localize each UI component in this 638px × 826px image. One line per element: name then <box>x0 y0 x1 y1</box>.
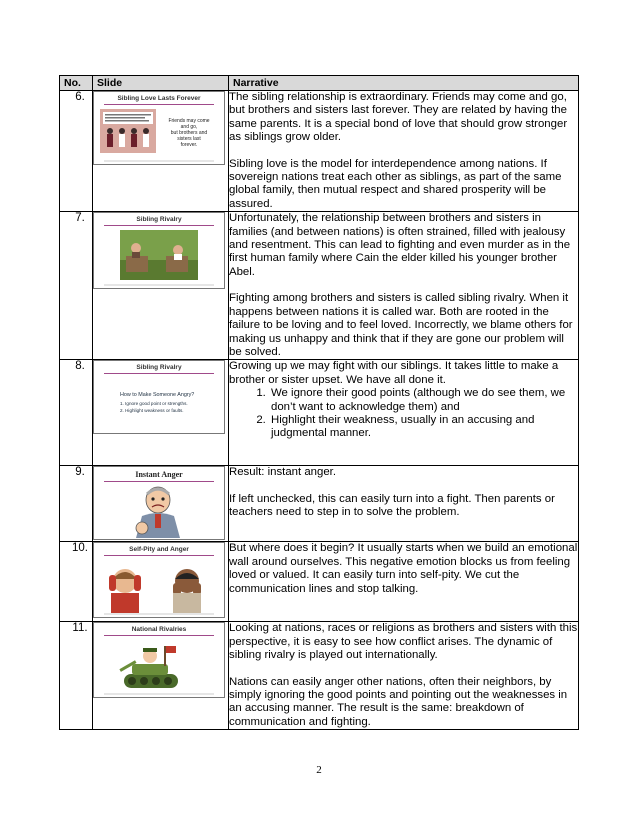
narrative-paragraph: Result: instant anger. <box>229 466 337 479</box>
narrative-paragraph: Growing up we may fight with our siblings. It takes little to make a brother or sister upset. We have all done it. <box>229 360 559 386</box>
table-header-row <box>60 76 579 91</box>
row-number: 8. <box>75 360 85 373</box>
slide-title: Sibling Rivalry <box>136 364 182 372</box>
narrative-paragraph: But where does it begin? It usually starts when we build an emotional wall around ourselves. This negative emotion blocks us from feeling loved or valued. It can easily turn into self-pity. We cut the communication lines and stop talking. <box>229 542 578 595</box>
tank-cartoon-icon <box>116 638 186 694</box>
row-number: 9. <box>75 466 85 479</box>
slide-title: Sibling Love Lasts Forever <box>117 95 201 102</box>
table-row <box>60 212 579 360</box>
narrative-list <box>229 387 578 441</box>
angry-man-pointing-icon <box>128 482 188 538</box>
table-row <box>60 91 579 212</box>
narrative-paragraph: The sibling relationship is extraordinary. Friends may come and go, but brothers and sisters last forever. They are related by having the same parents. It is a special bond of love that should grow stronger as siblings grow older. <box>229 91 568 144</box>
header-slide: Slide <box>93 76 229 91</box>
header-narrative: Narrative <box>229 76 579 91</box>
narrative-paragraph: Fighting among brothers and sisters is called sibling rivalry. When it happens between nations it is called war. Both are rooted in the failure to be loving and to feel loved. Incorrectly, we blame others for making us unhappy and think that if they are gone our problem will be solved. <box>229 292 573 358</box>
narrative-paragraph: If left unchecked, this can easily turn into a fight. Then parents or teachers need to step in to solve the problem. <box>229 492 555 519</box>
slide-thumbnail <box>93 466 225 540</box>
slide-thumbnail <box>93 360 225 434</box>
header-no: No. <box>60 76 93 91</box>
narrative-paragraph: Unfortunately, the relationship between brothers and sisters in families (and between nations) is often strained, filled with jealousy and resentment. This can lead to fighting and even murder as in the first human family where Cain the elder killed his younger brother Abel. <box>229 212 571 278</box>
row-number: 6. <box>75 91 85 103</box>
slide-question: How to Make Someone Angry? <box>120 392 195 399</box>
row-number: 7. <box>75 212 85 225</box>
list-item: 1. We ignore their good points (although we do see them, we don’t want to acknowledge them) and <box>269 387 578 414</box>
narrative-paragraph: Looking at nations, races or religions as brothers and sisters with this perspective, it is easy to see how conflict arises. The dynamic of sibling rivalry is played out internationally. <box>229 622 578 662</box>
row-number: 11. <box>72 622 88 635</box>
slide-thumbnail <box>93 622 225 698</box>
table-row <box>60 466 579 542</box>
slide-title: Instant Anger <box>135 470 183 480</box>
upset-children-photo-icon <box>99 559 219 613</box>
slide-title: Self-Pity and Anger <box>129 546 189 554</box>
slide-thumbnail <box>93 542 225 618</box>
narrative-paragraph: Sibling love is the model for interdependence among nations. If sovereign nations treat each other as siblings, as part of the same global family, then mutual respect and shared prosperity will be assured. <box>229 157 562 210</box>
slide-list: 1. Ignore good point or strengths. 2. Highlight weakness or faults. <box>120 401 188 414</box>
slide-thumbnail <box>93 212 225 289</box>
list-item: 2. Highlight their weakness, usually in an accusing and judgmental manner. <box>269 414 578 441</box>
slide-text: Friends may come and go, but brothers and sisters last forever. <box>168 118 210 148</box>
table-row <box>60 360 579 466</box>
narrative-paragraph: Nations can easily anger other nations, often their neighbors, by simply ignoring the good points and pointing out the weaknesses in an accusing manner. The result is the same: breakdown of communication and fighting. <box>229 675 568 728</box>
table-row <box>60 622 579 730</box>
page-number: 2 <box>316 764 322 776</box>
rivalry-photo-icon <box>120 230 198 280</box>
slide-title: National Rivalries <box>131 626 187 634</box>
table-row <box>60 542 579 622</box>
slides-narrative-table <box>59 75 579 730</box>
siblings-photo-icon <box>100 109 156 153</box>
slide-thumbnail <box>93 91 225 165</box>
slide-title: Sibling Rivalry <box>136 216 182 224</box>
row-number: 10. <box>72 542 88 555</box>
